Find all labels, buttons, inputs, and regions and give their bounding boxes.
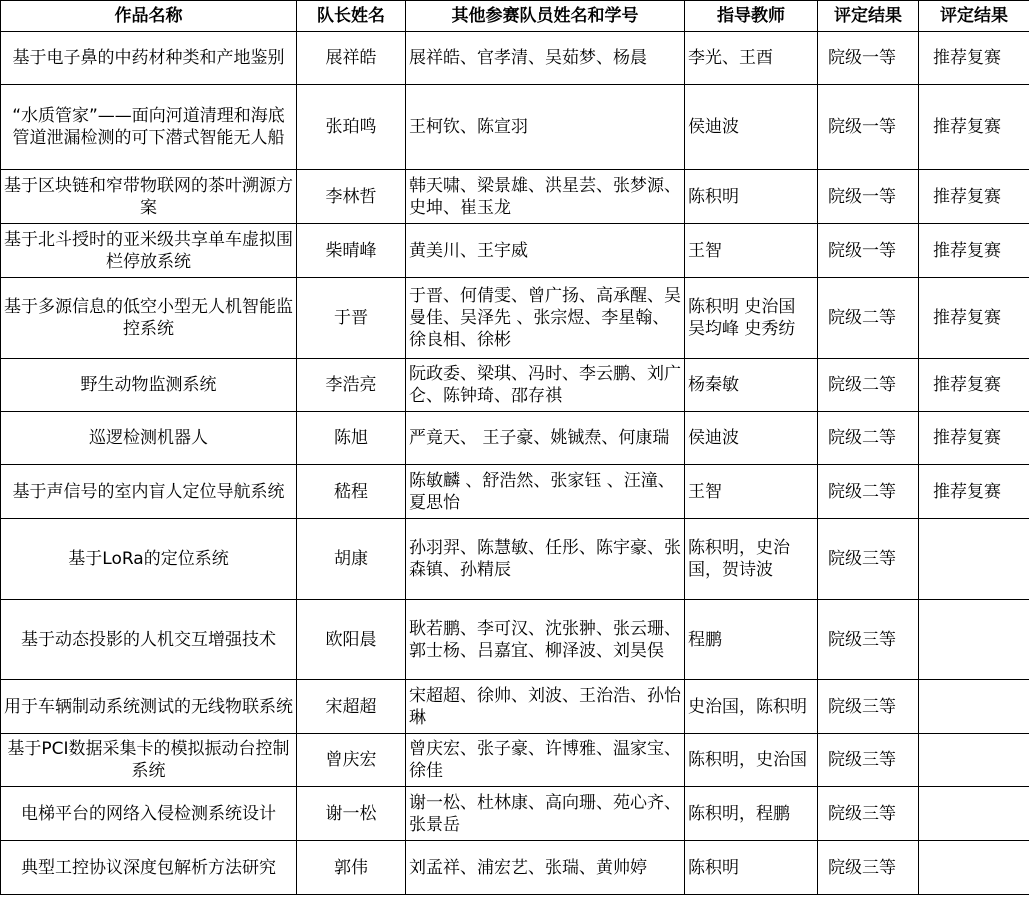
result: 院级三等 [818,519,919,600]
work-name: 基于动态投影的人机交互增强技术 [1,600,297,680]
header-result: 评定结果 [818,1,919,32]
work-name: 基于电子鼻的中药材种类和产地鉴别 [1,32,297,85]
result: 院级二等 [818,359,919,412]
teacher: 史治国，陈积明 [685,680,818,734]
result: 院级一等 [818,170,919,224]
leader-name: 于晋 [297,278,406,359]
result-2: 推荐复赛 [919,359,1029,412]
members: 曾庆宏、张子豪、许博雅、温家宝、徐佳 [406,734,685,787]
result-2: 推荐复赛 [919,224,1029,278]
leader-name: 欧阳晨 [297,600,406,680]
result-2: 推荐复赛 [919,465,1029,519]
members: 孙羽羿、陈慧敏、任彤、陈宇豪、张森镇、孙精辰 [406,519,685,600]
members: 谢一松、杜林康、高向珊、苑心齐、张景岳 [406,787,685,841]
table-row [1,224,1029,278]
members: 王柯钦、陈宣羽 [406,85,685,170]
result-2: 推荐复赛 [919,32,1029,85]
members: 展祥皓、官孝清、吴茹梦、杨晨 [406,32,685,85]
members: 严竟天、 王子豪、姚铖焘、何康瑞 [406,412,685,465]
work-name: 基于声信号的室内盲人定位导航系统 [1,465,297,519]
table-row [1,32,1029,85]
table-row [1,600,1029,680]
leader-name: 宋超超 [297,680,406,734]
leader-name: 张珀鸣 [297,85,406,170]
result: 院级一等 [818,224,919,278]
table-row [1,519,1029,600]
result-2: 推荐复赛 [919,170,1029,224]
members: 宋超超、徐帅、刘波、王治浩、孙怡琳 [406,680,685,734]
work-name: 基于LoRa的定位系统 [1,519,297,600]
teacher: 陈积明 史治国 吴均峰 史秀纺 [685,278,818,359]
result-2 [919,519,1029,600]
leader-name: 李林哲 [297,170,406,224]
result-2 [919,600,1029,680]
table-row [1,412,1029,465]
teacher: 陈积明 [685,170,818,224]
table-row [1,787,1029,841]
leader-name: 李浩亮 [297,359,406,412]
result-2: 推荐复赛 [919,412,1029,465]
result: 院级二等 [818,412,919,465]
leader-name: 曾庆宏 [297,734,406,787]
members: 黄美川、王宇威 [406,224,685,278]
result-2 [919,787,1029,841]
work-name: 基于多源信息的低空小型无人机智能监控系统 [1,278,297,359]
members: 陈敏麟 、舒浩然、张家钰 、汪潼、 夏思怡 [406,465,685,519]
table-row [1,359,1029,412]
work-name: 基于北斗授时的亚米级共享单车虚拟围栏停放系统 [1,224,297,278]
leader-name: 嵇程 [297,465,406,519]
work-name: 巡逻检测机器人 [1,412,297,465]
result-2: 推荐复赛 [919,278,1029,359]
leader-name: 陈旭 [297,412,406,465]
teacher: 陈积明 [685,841,818,895]
result: 院级三等 [818,600,919,680]
teacher: 杨秦敏 [685,359,818,412]
work-name: 基于区块链和窄带物联网的茶叶溯源方案 [1,170,297,224]
work-name: “水质管家”——面向河道清理和海底管道泄漏检测的可下潜式智能无人船 [1,85,297,170]
leader-name: 胡康 [297,519,406,600]
teacher: 王智 [685,465,818,519]
header-members: 其他参赛队员姓名和学号 [406,1,685,32]
work-name: 用于车辆制动系统测试的无线物联系统 [1,680,297,734]
header-leader: 队长姓名 [297,1,406,32]
teacher: 王智 [685,224,818,278]
teacher: 侯迪波 [685,85,818,170]
members: 耿若鹏、李可汉、沈张翀、张云珊、郭士杨、吕嘉宜、柳泽波、刘昊俣 [406,600,685,680]
teacher: 李光、王酉 [685,32,818,85]
teacher: 程鹏 [685,600,818,680]
result: 院级二等 [818,278,919,359]
leader-name: 柴晴峰 [297,224,406,278]
members: 刘孟祥、浦宏艺、张瑞、黄帅婷 [406,841,685,895]
work-name: 典型工控协议深度包解析方法研究 [1,841,297,895]
table-row [1,85,1029,170]
result: 院级一等 [818,32,919,85]
work-name: 电梯平台的网络入侵检测系统设计 [1,787,297,841]
header-row [1,1,1029,32]
members: 于晋、何倩雯、曾广扬、高承醒、吴曼佳、吴泽先 、张宗煜、李星翰、徐良相、徐彬 [406,278,685,359]
result: 院级三等 [818,680,919,734]
teacher: 陈积明，史治国 [685,734,818,787]
result-2 [919,841,1029,895]
table-row [1,278,1029,359]
result: 院级二等 [818,465,919,519]
work-name: 基于PCI数据采集卡的模拟振动台控制系统 [1,734,297,787]
table-row [1,170,1029,224]
leader-name: 谢一松 [297,787,406,841]
result: 院级三等 [818,841,919,895]
leader-name: 展祥皓 [297,32,406,85]
teacher: 陈积明，程鹏 [685,787,818,841]
result: 院级三等 [818,787,919,841]
table-row [1,841,1029,895]
members: 韩天啸、梁景雄、洪星芸、张梦源、史坤、崔玉龙 [406,170,685,224]
header-result-2: 评定结果 [919,1,1029,32]
work-name: 野生动物监测系统 [1,359,297,412]
table-row [1,465,1029,519]
result: 院级一等 [818,85,919,170]
teacher: 侯迪波 [685,412,818,465]
table-row [1,734,1029,787]
teacher: 陈积明，史治国，贺诗波 [685,519,818,600]
header-teacher: 指导教师 [685,1,818,32]
members: 阮政委、梁琪、冯时、李云鹏、刘广仑、陈钟琦、邵存祺 [406,359,685,412]
result-2: 推荐复赛 [919,85,1029,170]
leader-name: 郭伟 [297,841,406,895]
header-work-name: 作品名称 [1,1,297,32]
result-2 [919,680,1029,734]
table-row [1,680,1029,734]
result-2 [919,734,1029,787]
result: 院级三等 [818,734,919,787]
